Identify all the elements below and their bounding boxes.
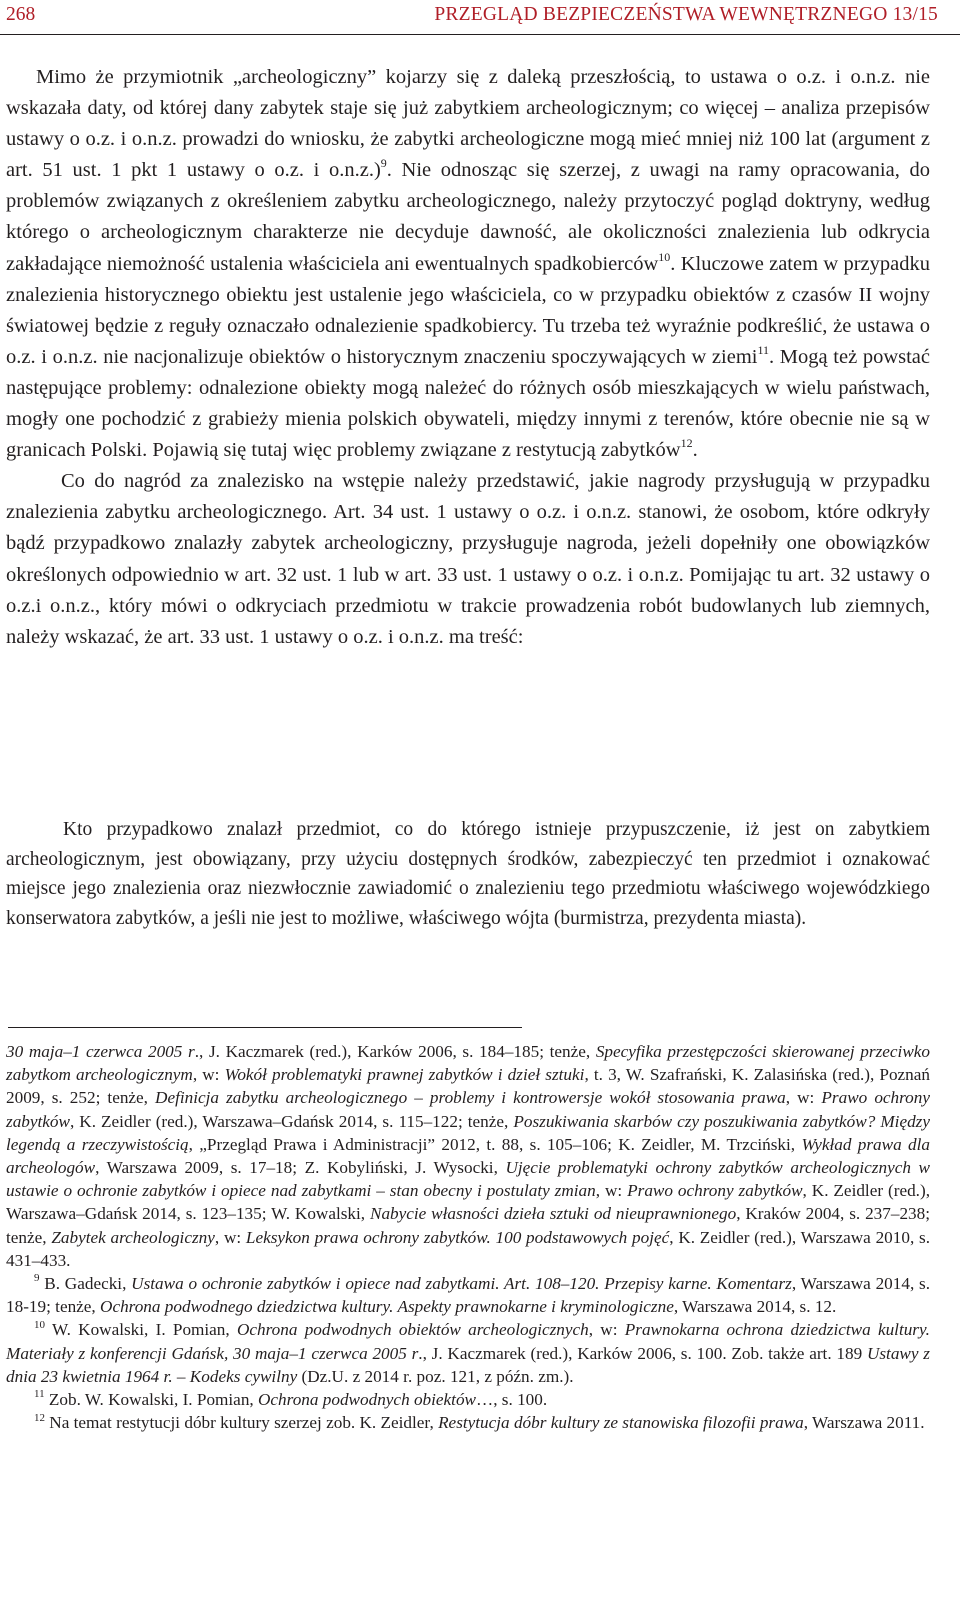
header-rule [0, 34, 960, 35]
running-header [6, 4, 938, 34]
text-segment: . Nie odnosząc się szerzej, z uwagi na ramy opracowania, do problemów związanych z określeniem zabytku archeologicznego, należy przytoczyć pogląd doktryny, według którego o archeologicznym charakterze nie decyduje dawność, ale okoliczności znalezienia lub odkrycia zakładające niemożność ustalenia właściciela ani ewentualnych spadkobierców [6, 159, 930, 275]
footnote-ref-10: 10 [658, 249, 671, 264]
text-segment: , K. Zeidler (red.), Warszawa–Gdańsk 2014, s. 115–122; tenże, [69, 1111, 514, 1131]
text-segment: , Kraków 2004, s. 237–238; tenże, [6, 1204, 930, 1247]
block-quote [6, 815, 930, 934]
footnote-11 [6, 1388, 930, 1411]
footnote-body [6, 1320, 930, 1385]
italic-segment: Zabytek archeologiczny [51, 1227, 215, 1247]
italic-segment: Ochrona podwodnych obiektów archeologicznych [236, 1320, 589, 1340]
main-text [6, 62, 930, 653]
italic-segment: Restytucja dóbr kultury ze stanowiska filozofii prawa [438, 1413, 804, 1433]
text-segment: , Warszawa 2014, s. 12. [673, 1297, 837, 1317]
text-segment: , Warszawa 2014, s. 18-19; tenże, [6, 1274, 931, 1317]
footnote-continuation [6, 1040, 930, 1272]
footnote-number: 12 [34, 1411, 45, 1424]
text-segment: , Warszawa 2009, s. 17–18; Z. Kobyliński, J. Wysocki, [95, 1158, 506, 1178]
italic-segment: Prawo ochrony zabytków [6, 1088, 930, 1131]
footnote-separator [8, 1027, 522, 1028]
text-segment: , K. Zeidler (red.), Warszawa 2010, s. 431–433. [6, 1227, 930, 1270]
footnote-number: 10 [34, 1318, 45, 1331]
text-segment: , „Przegląd Prawa i Administracji” 2012, t. 88, s. 105–106; K. Zeidler, M. Trzciński, [188, 1134, 802, 1154]
paragraph-1 [6, 62, 930, 466]
italic-segment: Ochrona podwodnego dziedzictwa kultury. Aspekty prawnokarne i kryminologiczne [100, 1297, 674, 1317]
text-segment: Zob. W. Kowalski, I. Pomian, [44, 1390, 259, 1410]
text-segment: , w: [785, 1088, 822, 1108]
text-segment: , Warszawa 2011. [803, 1413, 925, 1433]
running-title: PRZEGLĄD BEZPIECZEŃSTWA WEWNĘTRZNEGO 13/15 [434, 4, 938, 25]
text-segment: ., J. Kaczmarek (red.), Karków 2006, s. 184–185; tenże, [194, 1042, 596, 1061]
footnote-number: 9 [34, 1272, 40, 1285]
text-segment: . Mogą też powstać następujące problemy: odnalezione obiekty mogą należeć do różnych osób mieszkających w wielu państwach, mogły one pochodzić z grabieży mienia polskich obywateli, między innymi z terenów, które obecnie nie są w granicach Polski. Pojawią się tutaj więc problemy związane z restytucją zabytków [6, 345, 930, 462]
text-segment: , t. 3, W. Szafrański, K. Zalasińska (red.), Poznań 2009, s. 252; tenże, [6, 1065, 930, 1108]
italic-segment: Nabycie własności dzieła sztuki od nieuprawnionego [369, 1204, 737, 1224]
text-segment: Mimo że przymiotnik „archeologiczny” kojarzy się z daleką przeszłością, to ustawa o o.z. i o.n.z. nie wskazała daty, od której dany zabytek staje się już zabytkiem archeologicznym; co więcej – analiza przepisów ustawy o o.z. i o.n.z. prowadzi do wniosku, że zabytki archeologiczne mogą mieć mniej niż 100 lat (argument z art. 51 ust. 1 pkt 1 ustawy o o.z. i o.n.z.) [6, 66, 930, 182]
text-segment: . Kluczowe zatem w przypadku znalezienia historycznego obiektu jest ustalenie jego właściciela, co w przypadku obiektów z czasów II wojny światowej będzie z reguły oznaczało odnalezienie spadkobiercy. Tu trzeba też wyraźnie podkreślić, że ustawa o o.z. i o.n.z. nie nacjonalizuje obiektów o historycznym znaczeniu spoczywających w ziemi [6, 252, 930, 368]
footnote-body [6, 1274, 930, 1316]
text-segment: , w: [595, 1181, 628, 1201]
italic-segment: Ujęcie problematyki ochrony zabytków archeologicznych w ustawie o ochronie zabytków i opiece nad zabytkami – stan obecny i postulaty zmian [6, 1158, 930, 1201]
footnote-9 [6, 1272, 930, 1318]
italic-segment: Ustawa o ochronie zabytków i opiece nad zabytkami. Art. 108–120. Przepisy karne. Komentarz [131, 1274, 792, 1294]
text-segment: B. Gadecki, [39, 1274, 132, 1294]
italic-segment: Prawnokarna ochrona dziedzictwa kultury. Materiały z konferencji Gdańsk, 30 maja–1 czerwca 2005 r [6, 1320, 930, 1363]
footnote-number: 11 [34, 1388, 45, 1401]
text-segment: , w: [588, 1320, 625, 1340]
text-segment: . [692, 439, 698, 462]
italic-segment: 30 maja–1 czerwca 2005 r [6, 1042, 195, 1061]
italic-segment: Leksykon prawa ochrony zabytków. 100 podstawowych pojęć [245, 1227, 670, 1247]
italic-segment: Ustawy z dnia 23 kwietnia 1964 r. – Kodeks cywilny [6, 1343, 930, 1386]
footnote-ref-12: 12 [680, 436, 693, 451]
italic-segment: Prawo ochrony zabytków [627, 1181, 803, 1201]
italic-segment: Definicja zabytku archeologicznego – problemy i kontrowersje wokół stosowania prawa [155, 1088, 786, 1108]
footnote-12 [6, 1411, 930, 1434]
footnote-body [45, 1413, 925, 1432]
footnotes [6, 1040, 930, 1434]
quote-text: Kto przypadkowo znalazł przedmiot, co do którego istnieje przypuszczenie, iż jest on zabytkiem archeologicznym, jest obowiązany, przy użyciu dostępnych środków, zabezpieczyć ten przedmiot i oznakować miejsce jego znalezienia oraz niezwłocznie zawiadomić o znalezieniu tego przedmiotu właściwego wojewódzkiego konserwatora zabytków, a jeśli nie jest to możliwe, właściwego wójta (burmistrza, prezydenta miasta). [6, 819, 930, 930]
footnote-ref-11: 11 [757, 343, 770, 358]
italic-segment: Specyfika przestępczości skierowanej przeciwko zabytkom archeologicznym [6, 1042, 931, 1085]
text-segment: (Dz.U. z 2014 r. poz. 121, z późn. zm.). [297, 1366, 574, 1386]
italic-segment: Wykład prawa dla archeologów [6, 1134, 931, 1178]
text-segment: , w: [192, 1065, 225, 1085]
italic-segment: Poszukiwania skarbów czy poszukiwania zabytków? Między legendą a rzeczywistością [6, 1111, 930, 1154]
text-segment: , w: [214, 1227, 246, 1247]
footnote-10 [6, 1318, 930, 1388]
italic-segment: Wokół problematyki prawnej zabytków i dzieł sztuki [224, 1065, 585, 1085]
footnote-ref-9: 9 [380, 156, 387, 171]
page-number: 268 [6, 4, 36, 25]
italic-segment: Ochrona podwodnych obiektów [258, 1390, 477, 1410]
footnote-body [45, 1390, 548, 1409]
text-segment: Na temat restytucji dóbr kultury szerzej zob. K. Zeidler, [45, 1413, 439, 1433]
text-segment: ., J. Kaczmarek (red.), Karków 2006, s. 100. Zob. także art. 189 [418, 1343, 867, 1363]
text-segment: …, s. 100. [476, 1390, 548, 1410]
text-segment: , K. Zeidler (red.), Warszawa–Gdańsk 2014, s. 123–135; W. Kowalski, [6, 1181, 930, 1224]
paragraph-2: Co do nagród za znalezisko na wstępie należy przedstawić, jakie nagrody przysługują w przypadku znalezienia zabytku archeologicznego. Art. 34 ust. 1 ustawy o o.z. i o.n.z. stanowi, że osobom, które odkryły bądź przypadkowo znalazły zabytek archeologiczny, przysługuje nagroda, jeżeli dopełniły one obowiązków określonych odpowiednio w art. 32 ust. 1 lub w art. 33 ust. 1 ustawy o o.z. i o.n.z. Pomijając tu art. 32 ustawy o o.z.i o.n.z., który mówi o odkryciach przedmiotu w trakcie prowadzenia robót budowlanych lub ziemnych, należy wskazać, że art. 33 ust. 1 ustawy o o.z. i o.n.z. ma treść: [6, 470, 930, 648]
text-segment: W. Kowalski, I. Pomian, [45, 1320, 237, 1340]
